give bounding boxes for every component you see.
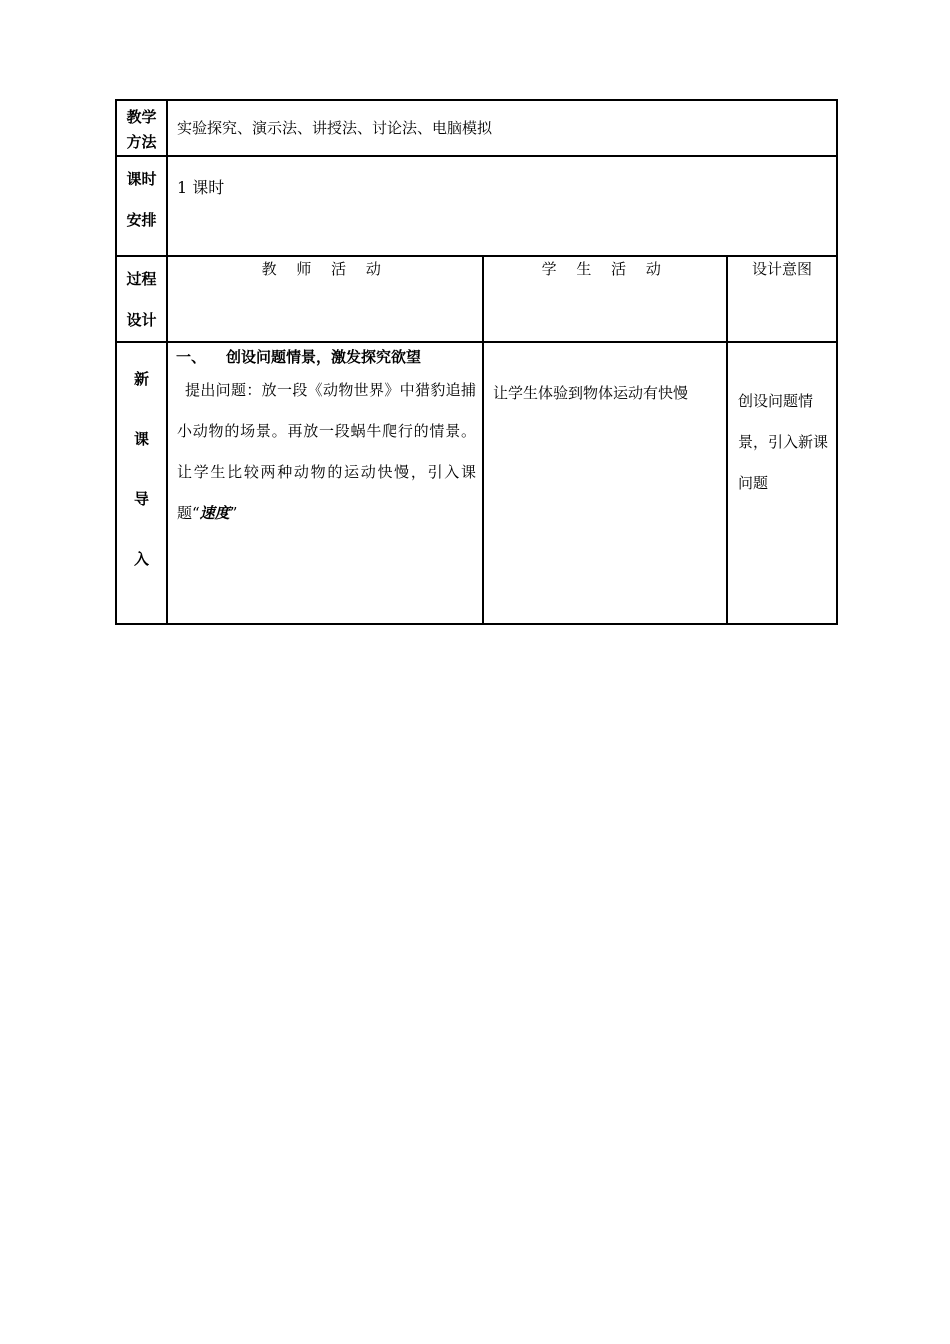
section-number: 一、	[176, 348, 207, 366]
class-schedule-content: 1 课时	[167, 156, 837, 256]
row-process-design	[116, 256, 837, 342]
lesson-topic-keyword: 速度	[199, 504, 230, 522]
section-title: 创设问题情景，激发探究欲望	[226, 348, 422, 366]
design-intent-cell: 创设问题情景，引入新课问题	[727, 342, 837, 624]
student-activity-cell: 让学生体验到物体运动有快慢	[483, 342, 727, 624]
label-line: 安排	[126, 211, 157, 229]
label-line: 课时	[126, 170, 157, 188]
row-class-schedule	[116, 156, 837, 256]
teacher-activity-cell	[167, 342, 483, 624]
header-design-intent: 设计意图	[727, 256, 837, 342]
header-student-activity: 学 生 活 动	[483, 256, 727, 342]
lesson-plan-table	[115, 99, 838, 625]
label-char: 导	[133, 490, 149, 508]
row-teaching-method	[116, 100, 837, 156]
label-char: 新	[133, 370, 149, 388]
teacher-text: 提出问题：放一段《动物世界》中猎豹追捕小动物的场景。再放一段蜗牛爬行的情景。让学生比较两种动物的运动快慢，引入课题“	[177, 381, 476, 522]
row-new-lesson-intro	[116, 342, 837, 624]
label-line: 过程	[126, 270, 157, 288]
closing-quote: ”	[229, 504, 238, 522]
label-line: 方法	[126, 133, 157, 151]
label-new-lesson-intro	[116, 342, 167, 624]
section-heading	[168, 343, 482, 368]
label-class-schedule	[116, 156, 167, 256]
label-char: 入	[133, 550, 149, 568]
teaching-method-content: 实验探究、演示法、讲授法、讨论法、电脑模拟	[167, 100, 837, 156]
label-char: 课	[133, 430, 149, 448]
label-line: 设计	[126, 311, 157, 329]
label-line: 教学	[126, 108, 157, 126]
label-process-design	[116, 256, 167, 342]
label-teaching-method	[116, 100, 167, 156]
header-teacher-activity: 教 师 活 动	[167, 256, 483, 342]
teacher-activity-text	[168, 368, 482, 534]
